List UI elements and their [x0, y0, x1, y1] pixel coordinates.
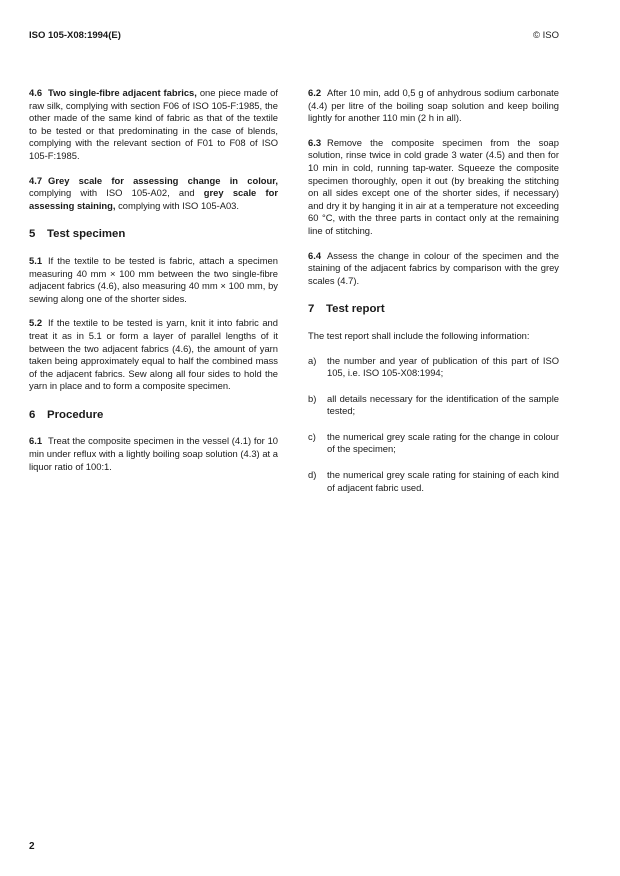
- list-item-label: a): [308, 354, 317, 366]
- standard-id: ISO 105-X08:1994(E): [29, 30, 121, 41]
- right-column: [308, 87, 559, 507]
- clause-text: one piece made of raw silk, complying with section F06 of ISO 105-F:1985, the other made of the same kind of fabric as that of the textile to be tested or that predominating in the case of blends, complying with the relevant section of F01 to F08 of ISO 105-F:1985.: [29, 87, 278, 161]
- clause-4-7: [29, 175, 278, 213]
- list-item-label: b): [308, 392, 317, 404]
- clause-6-1: [29, 435, 278, 473]
- clause-6-3: [308, 137, 559, 238]
- clause-text: complying with ISO 105-A02, and: [29, 187, 195, 199]
- clause-number: 5.2: [29, 317, 43, 329]
- clause-title-2: grey scale for assessing staining,: [29, 187, 278, 211]
- clause-text: Assess the change in colour of the specimen and the staining of the adjacent fabrics by comparison with the grey scales (4.7).: [308, 249, 559, 286]
- list-item: [308, 355, 559, 380]
- clause-number: 6.3: [308, 136, 322, 148]
- left-column: [29, 87, 278, 485]
- clause-number: 4.6: [29, 87, 43, 98]
- report-items-list: [308, 355, 559, 495]
- list-item-text: the numerical grey scale rating for staining of each kind of adjacent fabric used.: [327, 469, 559, 493]
- list-item-text: the number and year of publication of this part of ISO 105, i.e. ISO 105-X08:1994;: [327, 354, 559, 379]
- list-item-label: d): [308, 469, 317, 481]
- report-intro: The test report shall include the following information:: [308, 329, 530, 341]
- section-heading-5: [29, 228, 278, 241]
- clause-number: 5.1: [29, 254, 43, 266]
- clause-title: Two single-fibre adjacent fabrics,: [48, 87, 197, 98]
- copyright: © ISO: [532, 30, 559, 41]
- list-item-text: all details necessary for the identification of the sample tested;: [327, 392, 559, 417]
- list-item: [308, 431, 559, 456]
- clause-text: If the textile to be tested is fabric, attach a specimen measuring 40 mm × 100 mm between the two single-fibre adjacent fabrics (4.6), also measuring 40 mm × 100 mm, by sewing along one of the shorter sides.: [29, 254, 278, 304]
- section-number: 5: [29, 228, 36, 241]
- clause-text: If the textile to be tested is yarn, knit it into fabric and treat it as in 5.1 or form a layer of parallel lengths of it between the two adjacent fabrics (4.6), the amount of yarn taken being approximately equal to half the combined mass of the adjacent fabrics. Sew along all four sides to hold the yarn in place and to form a composite specimen.: [29, 317, 278, 392]
- section-title: Test report: [326, 303, 385, 316]
- page-number: 2: [29, 841, 35, 852]
- list-item: [308, 469, 559, 494]
- clause-number: 4.7: [29, 174, 43, 186]
- section-title: Test specimen: [47, 228, 126, 241]
- clause-number: 6.4: [308, 249, 322, 261]
- clause-5-2: [29, 317, 278, 393]
- section-title: Procedure: [47, 408, 104, 421]
- section-heading-7: [308, 303, 559, 316]
- clause-4-6: [29, 87, 278, 163]
- list-item-text: the numerical grey scale rating for the change in colour of the specimen;: [327, 430, 559, 455]
- list-item: [308, 393, 559, 418]
- clause-text: Treat the composite specimen in the vessel (4.1) for 10 min under reflux with a lightly boiling soap solution (4.3) at a liquor ratio of 100:1.: [29, 435, 278, 472]
- section-number: 7: [308, 303, 315, 316]
- clause-title: Grey scale for assessing change in colour,: [48, 174, 278, 186]
- clause-5-1: [29, 255, 278, 305]
- clause-6-2: [308, 87, 559, 125]
- section-number: 6: [29, 408, 36, 421]
- clause-number: 6.2: [308, 87, 322, 98]
- list-item-label: c): [308, 430, 316, 442]
- section-heading-6: [29, 409, 278, 422]
- clause-text-2: complying with ISO 105-A03.: [118, 199, 240, 211]
- clause-text: After 10 min, add 0,5 g of anhydrous sodium carbonate (4.4) per litre of the boiling soap solution and keep boiling lightly for another 110 min (2 h in all).: [308, 87, 559, 124]
- clause-number: 6.1: [29, 435, 43, 447]
- clause-6-4: [308, 250, 559, 288]
- clause-text: Remove the composite specimen from the soap solution, rinse twice in cold grade 3 water (4.5) and then for 10 min in cold, running tap-water. Squeeze the composite specimen thoroughly, open it out (by breaking the stitching on all sides except one of the shorter sides, if necessary) and dry it by hanging it in air at a temperature not exceeding 60 °C, with the three parts in contact only at the remaining line of stitching.: [308, 136, 559, 236]
